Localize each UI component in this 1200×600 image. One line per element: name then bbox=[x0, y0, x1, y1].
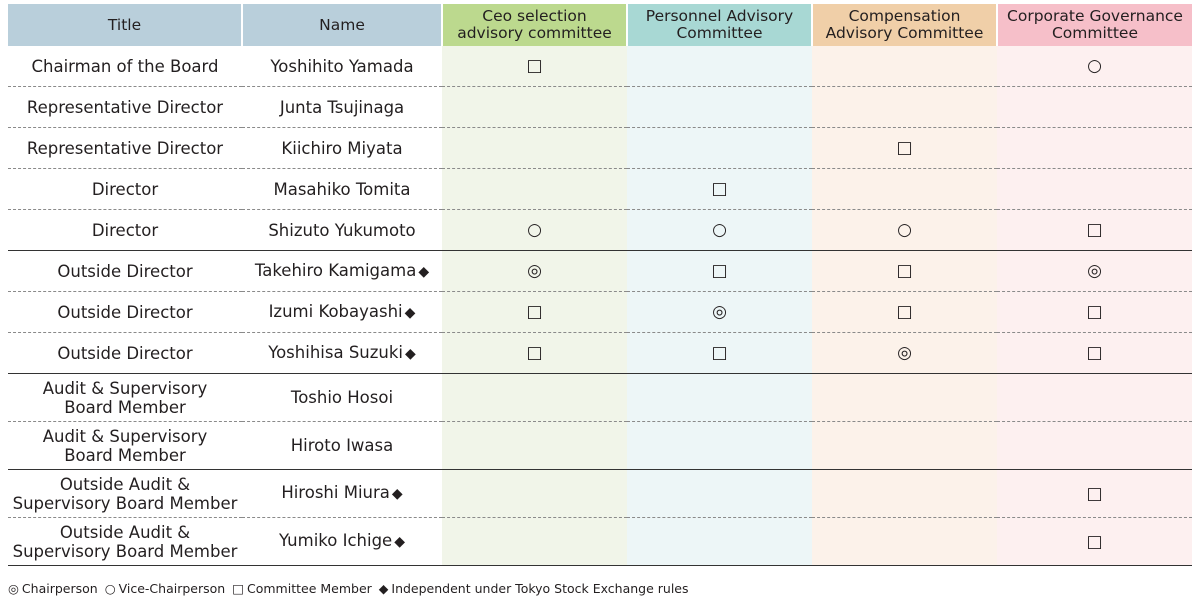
committee-cell bbox=[812, 46, 997, 87]
director-name: Hiroto Iwasa bbox=[290, 436, 394, 455]
committee-cell bbox=[997, 251, 1192, 292]
committee-cell bbox=[442, 470, 627, 518]
title-line: Representative Director bbox=[26, 97, 224, 117]
director-name: Hiroshi Miura bbox=[281, 483, 390, 502]
name-cell bbox=[242, 46, 442, 87]
header-compensation-advisory-committee: Compensation Advisory Committee bbox=[812, 4, 997, 46]
committee-cell bbox=[442, 169, 627, 210]
membership-mark-icon: □ bbox=[1086, 220, 1103, 240]
header-title: Title bbox=[8, 4, 242, 46]
title-line: Audit & Supervisory bbox=[42, 378, 208, 398]
title-line: Outside Director bbox=[57, 261, 193, 281]
title-cell bbox=[8, 518, 242, 566]
table-body bbox=[8, 46, 1192, 566]
header-ceo-selection-committee: Ceo selection advisory committee bbox=[442, 4, 627, 46]
name-cell bbox=[242, 292, 442, 333]
committee-cell bbox=[627, 292, 812, 333]
name-cell bbox=[242, 333, 442, 374]
table-row bbox=[8, 251, 1192, 292]
title-line: Representative Director bbox=[26, 138, 224, 158]
independent-diamond-icon: ◆ bbox=[394, 534, 405, 550]
name-cell bbox=[242, 470, 442, 518]
membership-mark-icon: □ bbox=[1086, 483, 1103, 504]
director-name: Kiichiro Miyata bbox=[281, 138, 403, 158]
membership-mark-icon: □ bbox=[526, 302, 543, 322]
committee-cell bbox=[812, 169, 997, 210]
committee-cell bbox=[997, 210, 1192, 251]
title-cell bbox=[8, 210, 242, 251]
legend-chairperson-label: Chairperson bbox=[21, 581, 98, 596]
legend bbox=[8, 581, 692, 596]
committee-cell bbox=[997, 374, 1192, 422]
name-cell bbox=[242, 422, 442, 470]
membership-mark-icon: ◎ bbox=[1087, 261, 1102, 281]
committee-cell bbox=[997, 46, 1192, 87]
committee-cell bbox=[997, 128, 1192, 169]
title-cell bbox=[8, 251, 242, 292]
committee-cell bbox=[627, 470, 812, 518]
table-row bbox=[8, 518, 1192, 566]
independent-diamond-icon: ◆ bbox=[405, 345, 416, 362]
committee-cell bbox=[442, 46, 627, 87]
table-row bbox=[8, 210, 1192, 251]
title-cell bbox=[8, 169, 242, 210]
committee-cell bbox=[442, 251, 627, 292]
committee-cell bbox=[627, 46, 812, 87]
name-cell bbox=[242, 128, 442, 169]
membership-mark-icon: ◎ bbox=[527, 261, 542, 281]
title-line: Audit & Supervisory bbox=[42, 426, 208, 446]
member-symbol-icon: □ bbox=[232, 581, 244, 596]
committee-cell bbox=[442, 374, 627, 422]
committee-membership-table bbox=[8, 4, 1192, 566]
committee-cell bbox=[442, 87, 627, 128]
membership-mark-icon: □ bbox=[1086, 302, 1103, 322]
chairperson-symbol-icon: ◎ bbox=[8, 581, 19, 596]
director-name: Yoshihito Yamada bbox=[270, 56, 414, 76]
committee-cell bbox=[997, 333, 1192, 374]
title-line: Outside Audit & bbox=[59, 474, 191, 494]
title-line: Director bbox=[91, 179, 159, 199]
name-cell bbox=[242, 210, 442, 251]
vice-chairperson-symbol-icon: ○ bbox=[104, 581, 116, 596]
membership-mark-icon: □ bbox=[711, 261, 728, 281]
title-line: Chairman of the Board bbox=[31, 56, 219, 76]
committee-cell bbox=[627, 210, 812, 251]
title-line: Supervisory Board Member bbox=[12, 541, 238, 561]
committee-cell bbox=[627, 169, 812, 210]
committee-cell bbox=[997, 422, 1192, 470]
legend-vice-chairperson-label: Vice-Chairperson bbox=[118, 581, 226, 596]
committee-cell bbox=[627, 128, 812, 169]
header-name: Name bbox=[242, 4, 442, 46]
committee-cell bbox=[442, 518, 627, 566]
table-row bbox=[8, 128, 1192, 169]
director-name: Izumi Kobayashi bbox=[268, 301, 403, 321]
table-row bbox=[8, 169, 1192, 210]
membership-mark-icon: □ bbox=[526, 343, 543, 363]
independent-diamond-icon: ◆ bbox=[391, 486, 403, 502]
title-cell bbox=[8, 470, 242, 518]
committee-cell bbox=[812, 87, 997, 128]
committee-cell bbox=[812, 251, 997, 292]
title-line: Board Member bbox=[64, 397, 186, 417]
independent-diamond-icon: ◆ bbox=[418, 263, 430, 280]
title-line: Board Member bbox=[64, 445, 186, 465]
committee-cell bbox=[812, 333, 997, 374]
title-line: Outside Director bbox=[57, 343, 193, 363]
director-name: Yumiko Ichige bbox=[279, 531, 393, 550]
membership-mark-icon: ○ bbox=[1087, 56, 1102, 76]
membership-mark-icon: ◎ bbox=[897, 343, 912, 363]
title-cell bbox=[8, 422, 242, 470]
header-corporate-governance-committee: Corporate Governance Committee bbox=[997, 4, 1192, 46]
header-row bbox=[8, 4, 1192, 46]
committee-cell bbox=[812, 518, 997, 566]
committee-cell bbox=[627, 422, 812, 470]
committee-cell bbox=[442, 333, 627, 374]
committee-cell bbox=[627, 374, 812, 422]
title-line: Outside Audit & bbox=[59, 522, 191, 542]
title-cell bbox=[8, 292, 242, 333]
name-cell bbox=[242, 518, 442, 566]
independent-symbol-icon: ◆ bbox=[378, 581, 389, 596]
table-row bbox=[8, 46, 1192, 87]
membership-mark-icon: □ bbox=[1086, 343, 1103, 363]
membership-mark-icon: □ bbox=[896, 302, 913, 322]
committee-cell bbox=[442, 128, 627, 169]
table-row bbox=[8, 374, 1192, 422]
title-line: Director bbox=[91, 220, 159, 240]
table-row bbox=[8, 333, 1192, 374]
director-name: Toshio Hosoi bbox=[290, 388, 394, 407]
membership-mark-icon: □ bbox=[526, 56, 543, 76]
title-cell bbox=[8, 46, 242, 87]
committee-cell bbox=[627, 87, 812, 128]
committee-cell bbox=[997, 470, 1192, 518]
membership-mark-icon: ◎ bbox=[712, 302, 727, 322]
committee-cell bbox=[627, 251, 812, 292]
legend-member-label: Committee Member bbox=[247, 581, 372, 596]
legend-independent-label: Independent under Tokyo Stock Exchange rules bbox=[391, 581, 689, 596]
name-cell bbox=[242, 169, 442, 210]
committee-cell bbox=[627, 518, 812, 566]
membership-mark-icon: ○ bbox=[527, 220, 542, 240]
committee-cell bbox=[997, 87, 1192, 128]
committee-cell bbox=[997, 292, 1192, 333]
independent-diamond-icon: ◆ bbox=[404, 304, 416, 321]
committee-cell bbox=[442, 422, 627, 470]
committee-cell bbox=[812, 422, 997, 470]
title-line: Outside Director bbox=[57, 302, 193, 322]
committee-cell bbox=[627, 333, 812, 374]
committee-cell bbox=[997, 518, 1192, 566]
committee-cell bbox=[997, 169, 1192, 210]
director-name: Shizuto Yukumoto bbox=[268, 220, 416, 240]
title-cell bbox=[8, 128, 242, 169]
header-personnel-advisory-committee: Personnel Advisory Committee bbox=[627, 4, 812, 46]
title-cell bbox=[8, 87, 242, 128]
director-name: Junta Tsujinaga bbox=[279, 97, 405, 117]
membership-mark-icon: ○ bbox=[712, 220, 727, 240]
committee-cell bbox=[812, 374, 997, 422]
table-row bbox=[8, 422, 1192, 470]
membership-mark-icon: □ bbox=[896, 261, 913, 281]
membership-mark-icon: ○ bbox=[897, 220, 912, 240]
table-row bbox=[8, 87, 1192, 128]
name-cell bbox=[242, 374, 442, 422]
committee-cell bbox=[442, 292, 627, 333]
committee-cell bbox=[812, 128, 997, 169]
director-name: Yoshihisa Suzuki bbox=[268, 342, 404, 362]
committee-cell bbox=[442, 210, 627, 251]
committee-cell bbox=[812, 292, 997, 333]
name-cell bbox=[242, 87, 442, 128]
title-line: Supervisory Board Member bbox=[12, 493, 238, 513]
name-cell bbox=[242, 251, 442, 292]
table-row bbox=[8, 470, 1192, 518]
membership-mark-icon: □ bbox=[896, 138, 913, 158]
table-row bbox=[8, 292, 1192, 333]
membership-mark-icon: □ bbox=[1086, 531, 1103, 552]
committee-cell bbox=[812, 470, 997, 518]
title-cell bbox=[8, 374, 242, 422]
title-cell bbox=[8, 333, 242, 374]
membership-mark-icon: □ bbox=[711, 179, 728, 199]
director-name: Takehiro Kamigama bbox=[254, 260, 417, 280]
membership-mark-icon: □ bbox=[711, 343, 728, 363]
committee-cell bbox=[812, 210, 997, 251]
director-name: Masahiko Tomita bbox=[273, 179, 411, 199]
